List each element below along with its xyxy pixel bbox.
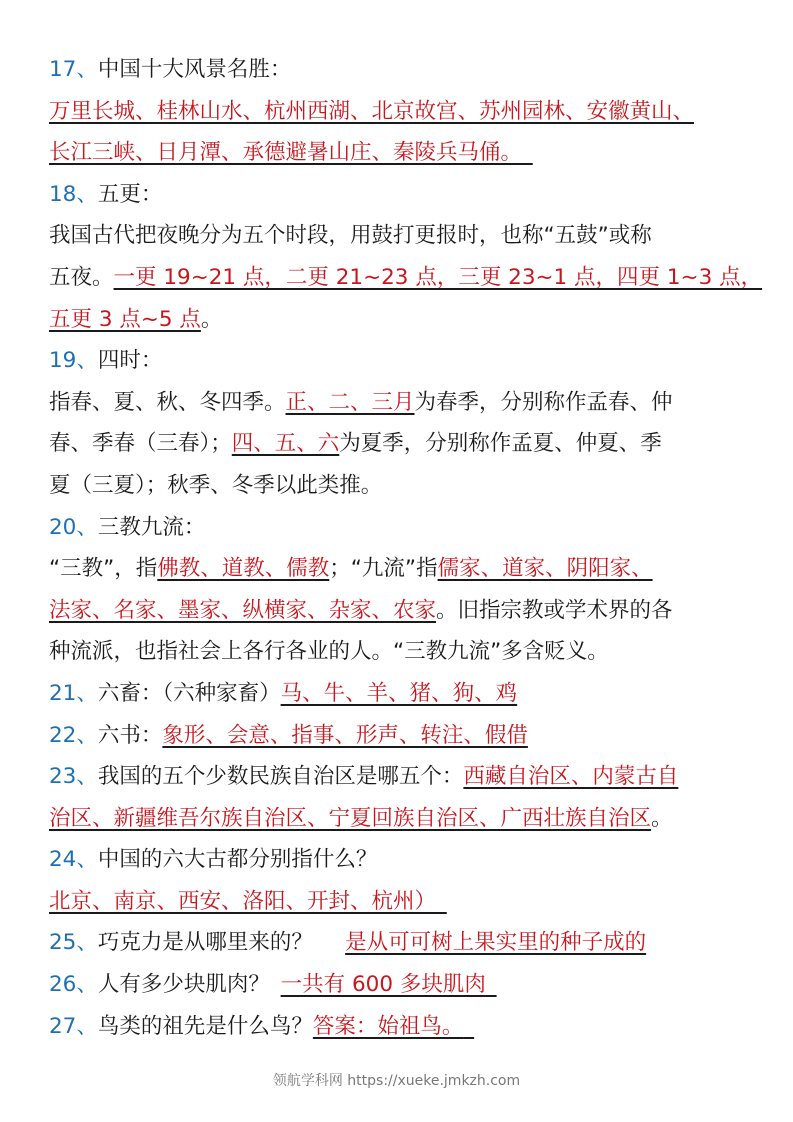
item-18-text-line-3	[49, 299, 749, 341]
item-27	[49, 1006, 749, 1048]
document-body	[49, 49, 763, 1047]
item-number: 22、	[49, 722, 98, 748]
answer-text: 五更 3 点~5 点	[49, 306, 201, 332]
body-text: 我国古代把夜晚分为五个时段，用鼓打更报时，也称“五鼓”或称	[49, 223, 652, 249]
item-title: 五更：	[97, 181, 163, 207]
body-text: 。	[200, 306, 223, 332]
item-title: 我国的五个少数民族自治区是哪五个：	[97, 764, 464, 790]
item-19-line-1	[49, 382, 749, 424]
item-20-line-3	[49, 631, 749, 673]
answer-text: 马、牛、羊、猪、狗、鸡	[280, 680, 518, 706]
item-20-heading	[49, 507, 749, 549]
item-17-answer-line-2	[49, 132, 749, 174]
item-title: 人有多少块肌肉？	[97, 972, 270, 998]
answer-text: 治区、新疆维吾尔族自治区、宁夏回族自治区、广西壮族自治区	[49, 805, 652, 831]
body-text: 夏（三夏）；秋季、冬季以此类推。	[49, 472, 383, 498]
item-number: 18、	[49, 181, 98, 207]
answer-text: 象形、会意、指事、形声、转注、假借	[162, 722, 528, 748]
item-title: 四时：	[97, 348, 163, 374]
item-title: 六书：	[97, 722, 163, 748]
body-text: 五夜。	[49, 264, 114, 290]
answer-text: 万里长城、桂林山水、杭州西湖、北京故宫、苏州园林、安徽黄山、	[49, 98, 695, 124]
item-number: 25、	[49, 930, 98, 956]
item-21	[49, 673, 749, 715]
item-18-text-line-2	[49, 257, 763, 299]
item-number: 17、	[49, 57, 98, 82]
item-17-answer-line-1	[49, 91, 749, 133]
item-19-heading	[49, 340, 749, 382]
item-title: 鸟类的祖先是什么鸟？	[97, 1013, 313, 1039]
answer-text: 一更 19~21 点，二更 21~23 点，三更 23~1 点，四更 1~3 点，	[113, 264, 763, 290]
body-text: 种流派，也指社会上各行各业的人。“三教九流”多含贬义。	[49, 639, 609, 665]
body-text: 为夏季，分别称作孟夏、仲夏、季	[339, 431, 662, 457]
answer-text: 法家、名家、墨家、纵横家、杂家、农家	[49, 597, 437, 623]
body-text: 。	[651, 805, 673, 831]
answer-text: 答案：始祖鸟。	[312, 1013, 464, 1039]
item-25	[49, 922, 749, 964]
item-23-line-2	[49, 798, 749, 840]
item-23-line-1	[49, 756, 749, 798]
item-number: 21、	[49, 680, 98, 706]
item-18-text-line-1	[49, 215, 749, 257]
page-footer: 领航学科网 https://xueke.jmkzh.com	[272, 1073, 521, 1089]
item-number: 23、	[49, 764, 98, 790]
answer-text: 佛教、道教、儒教	[157, 556, 330, 582]
body-text: 指春、夏、秋、冬四季。	[49, 389, 286, 415]
answer-text: 正、二、三月	[285, 389, 415, 415]
item-20-line-1	[49, 548, 749, 590]
body-text: 春、季春（三春）；	[49, 431, 232, 457]
answer-text: 长江三峡、日月潭、承德避暑山庄、秦陵兵马俑。	[49, 140, 523, 166]
item-number: 27、	[49, 1013, 98, 1039]
answer-text: 四、五、六	[231, 431, 340, 457]
answer-text: 一共有 600 多块肌肉	[280, 972, 486, 998]
item-title: 三教九流：	[97, 514, 206, 540]
answer-text: 儒家、道家、阴阳家、	[437, 556, 653, 582]
item-24-answer	[49, 881, 749, 923]
answer-text: 北京、南京、西安、洛阳、开封、杭州）	[49, 888, 437, 914]
item-title: 六畜：（六种家畜）	[97, 680, 281, 706]
body-text: ；“九流”指	[329, 556, 438, 582]
item-title: 中国十大风景名胜：	[97, 57, 292, 82]
item-number: 26、	[49, 972, 98, 998]
item-18-heading	[49, 174, 749, 216]
body-text: 。旧指宗教或学术界的各	[436, 597, 673, 623]
item-number: 24、	[49, 847, 98, 873]
item-24-heading	[49, 839, 749, 881]
item-17-heading	[49, 49, 749, 91]
item-title: 中国的六大古都分别指什么？	[97, 847, 378, 873]
body-text: 为春季，分别称作孟春、仲	[414, 389, 673, 415]
item-number: 19、	[49, 348, 98, 374]
item-title: 巧克力是从哪里来的？	[97, 930, 313, 956]
item-number: 20、	[49, 514, 98, 540]
answer-text: 是从可可树上果实里的种子成的	[345, 930, 647, 956]
item-26	[49, 964, 749, 1006]
item-19-line-3	[49, 465, 749, 507]
item-22	[49, 715, 749, 757]
item-19-line-2	[49, 423, 749, 465]
answer-text: 西藏自治区、内蒙古自	[463, 764, 679, 790]
body-text: “三教”，指	[49, 556, 158, 582]
item-20-line-2	[49, 590, 749, 632]
